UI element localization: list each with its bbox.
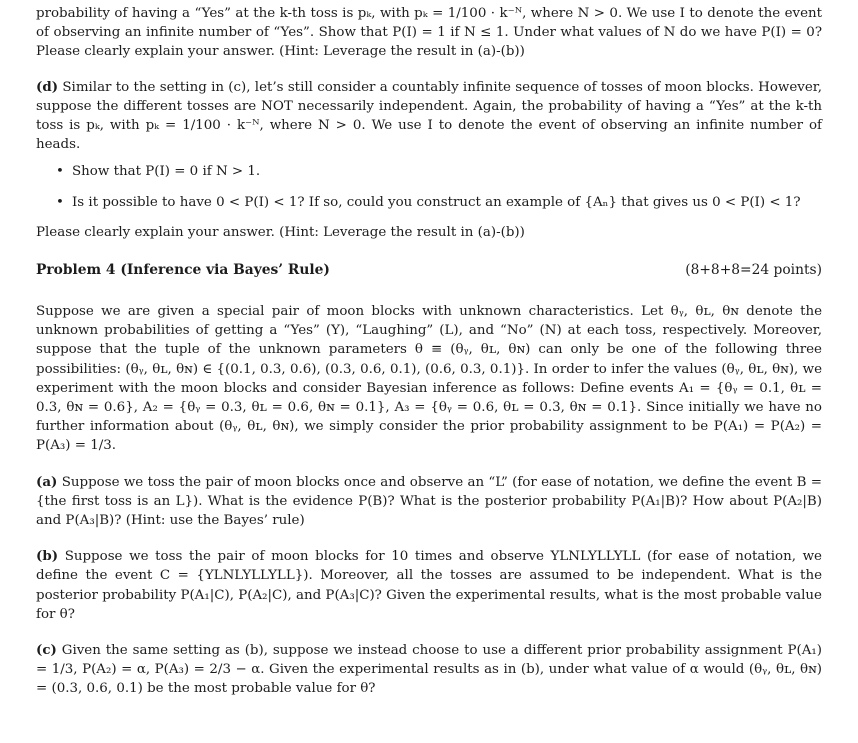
part-d-bullet-list [36, 162, 822, 211]
problem4-paragraph: Suppose we are given a special pair of moon blocks with unknown characteristics. Let θᵧ, θʟ, θɴ denote the unknown probabilities of getting a “Yes” (Y), “Laughing” (L), and “No” (N) at each toss, respectively. Moreover, suppose that the tuple of the unknown parameters θ ≡ (θᵧ, θʟ, θɴ) can only be one of the following three possibilities: (θᵧ, θʟ, θɴ) ∈ {(0.1, 0.3, 0.6), (0.3, 0.6, 0.1), (0.6, 0.3, 0.1)}. In order to infer the values (θᵧ, θʟ, θɴ), we experiment with the moon blocks and consider Bayesian inference as follows: Define events A₁ = {θᵧ = 0.1, θʟ = 0.3, θɴ = 0.6}, A₂ = {θᵧ = 0.3, θʟ = 0.6, θɴ = 0.1}, A₃ = {θᵧ = 0.6, θʟ = 0.3, θɴ = 0.1}. Since initially we have no further information about (θᵧ, θʟ, θɴ), we simply consider the prior probability assignment to be P(A₁) = P(A₂) = P(A₃) = 1/3. [36, 304, 822, 454]
part-a-text: Suppose we toss the pair of moon blocks once and observe an “L” (for ease of notation, we define the event B = {the first toss is an L}). What is the evidence P(B)? What is the posterior probability P(A₁|B)? How about P(A₂|B) and P(A₃|B)? (Hint: use the Bayes’ rule) [36, 474, 822, 529]
part-d-note: Please clearly explain your answer. (Hint: Leverage the result in (a)-(b)) [36, 224, 525, 240]
part-b-label: (b) [36, 548, 59, 565]
part-a-paragraph [36, 473, 822, 531]
problem-title: Problem 4 (Inference via Bayes’ Rule) [36, 262, 330, 279]
part-a-label: (a) [36, 473, 58, 490]
part-b-paragraph [36, 547, 822, 624]
bullet-item: • Is it possible to have 0 < P(I) < 1? If so, could you construct an example of {Aₙ} that gives us 0 < P(I) < 1? [36, 193, 822, 212]
bullet-item: • Show that P(I) = 0 if N > 1. [36, 162, 822, 181]
part-c-text: Given the same setting as (b), suppose we instead choose to use a different prior probability assignment P(A₁) = 1/3, P(A₂) = α, P(A₃) = 2/3 − α. Given the experimental results as in (b), under what value of α would (θᵧ, θʟ, θɴ) = (0.3, 0.6, 0.1) be the most probable value for θ? [36, 643, 822, 697]
problem-header [36, 261, 822, 280]
part-d-label: (d) [36, 78, 59, 95]
problem-points: (8+8+8=24 points) [685, 262, 822, 279]
bullet-icon: • [56, 194, 64, 210]
part-c-paragraph [36, 641, 822, 699]
part-d-text: Similar to the setting in (c), let’s still consider a countably infinite sequence of tosses of moon blocks. However, suppose the different tosses are NOT necessarily independent. Again, the probability of having a “Yes” at the k-th toss is pₖ, with pₖ = 1/100 · k⁻ᴺ, where N > 0. We use I to denote the event of observing an infinite number of heads. [36, 79, 822, 153]
bullet-icon: • [56, 164, 64, 180]
intro-paragraph: probability of having a “Yes” at the k-th toss is pₖ, with pₖ = 1/100 · k⁻ᴺ, where N > 0. We use I to denote the event of observing an infinite number of “Yes”. Show that P(I) = 1 if N ≤ 1. Under what values of N do we have P(I) = 0? Please clearly explain your answer. (Hint: Leverage the result in (a)-(b)) [36, 6, 822, 60]
part-d-paragraph [36, 78, 822, 155]
part-b-text: Suppose we toss the pair of moon blocks for 10 times and observe YLNLYLLYLL (for ease of notation, we define the event C = {YLNLYLLYLL}). Moreover, all the tosses are assumed to be independent. What is the posterior probability P(A₁|C), P(A₂|C), and P(A₃|C)? Given the experimental results, what is the most probable value for θ? [36, 549, 822, 622]
part-c-label: (c) [36, 642, 57, 659]
